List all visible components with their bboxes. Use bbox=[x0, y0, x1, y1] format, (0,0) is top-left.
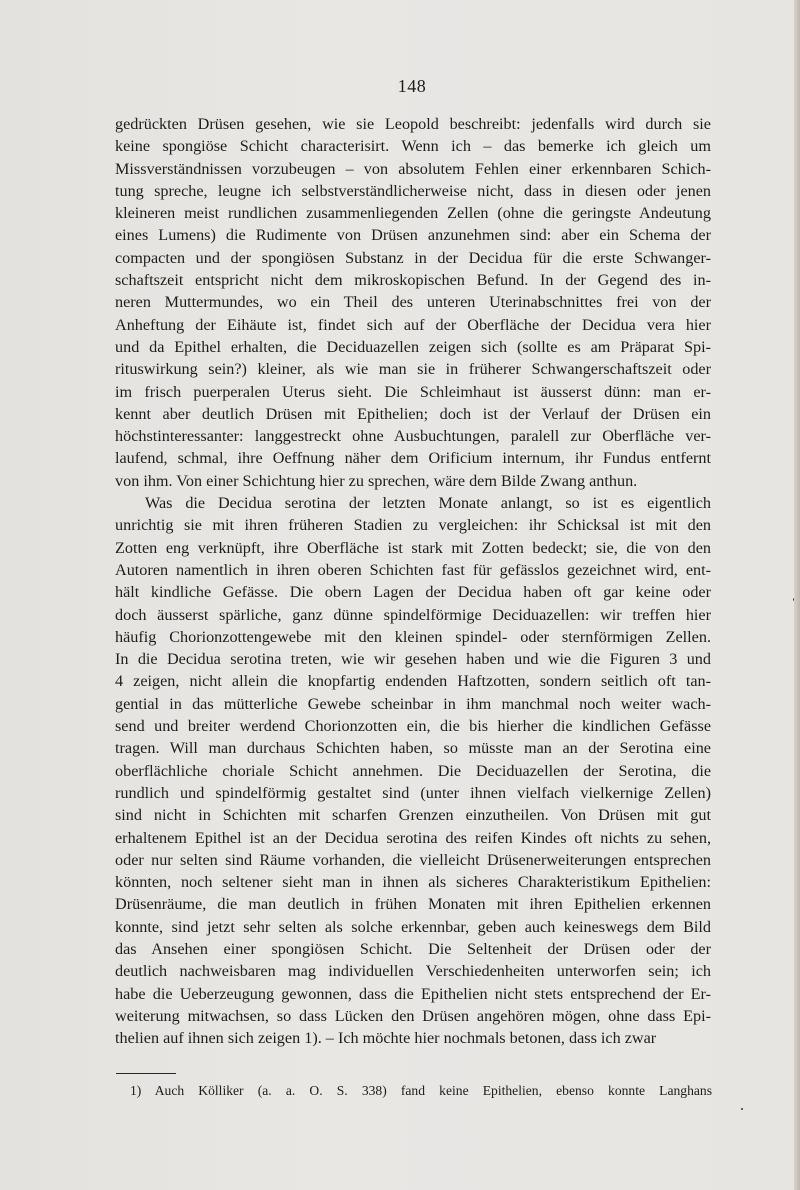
text-line: und da Epithel erhalten, die Deciduazellen zeigen sich (sollte es am Präparat Spi- bbox=[115, 337, 711, 356]
text-line: rundlich und spindelförmig gestaltet sind (unter ihnen vielfach vielkernige Zellen) bbox=[115, 783, 711, 802]
body-text bbox=[115, 113, 711, 1049]
text-line: keine spongiöse Schicht characterisirt. Wenn ich – das bemerke ich gleich um bbox=[115, 137, 711, 156]
text-line: konnte, sind jetzt sehr selten als solche erkennbar, geben auch keineswegs dem Bild bbox=[115, 917, 711, 936]
text-line: Autoren namentlich in ihren oberen Schichten fast für gefässlos gezeichnet wird, ent- bbox=[115, 560, 711, 579]
text-line: könnten, noch seltener sieht man in ihnen als sicheres Charakteristikum Epithelien: bbox=[115, 873, 711, 892]
text-line: send und breiter werdend Chorionzotten ein, die bis hierher die kindlichen Gefässe bbox=[115, 717, 711, 736]
text-line: erhaltenem Epithel ist an der Decidua serotina des reifen Kindes oft nichts zu sehen, bbox=[115, 828, 711, 847]
text-line: doch äusserst spärliche, ganz dünne spindelförmige Deciduazellen: wir treffen hier bbox=[115, 605, 711, 624]
text-line: thelien auf ihnen sich zeigen 1). – Ich möchte hier nochmals betonen, dass ich zwar bbox=[115, 1029, 657, 1048]
text-line: Anheftung der Eihäute ist, findet sich auf der Oberfläche der Decidua vera hier bbox=[115, 315, 711, 334]
text-line: tung spreche, leugne ich selbstverständlicherweise nicht, dass in diesen oder jenen bbox=[115, 181, 711, 200]
text-line: eines Lumens) die Rudimente von Drüsen anzunehmen sind: aber ein Schema der bbox=[115, 226, 711, 245]
text-line: sind nicht in Schichten mit scharfen Grenzen einzutheilen. Von Drüsen mit gut bbox=[115, 806, 711, 825]
text-line: rituswirkung sein?) kleiner, als wie man sie in früherer Schwangerschaftszeit oder bbox=[115, 360, 711, 379]
text-line: hält kindliche Gefässe. Die obern Lagen der Decidua haben oft gar keine oder bbox=[115, 583, 711, 602]
text-line: neren Muttermundes, wo ein Theil des unteren Uterinabschnittes frei von der bbox=[115, 293, 711, 312]
scan-speck bbox=[741, 1108, 743, 1110]
text-line: unrichtig sie mit ihren früheren Stadien zu vergleichen: ihr Schicksal ist mit den bbox=[115, 516, 711, 535]
text-line: Was die Decidua serotina der letzten Monate anlangt, so ist es eigentlich bbox=[145, 494, 711, 513]
footnote: 1) Auch Kölliker (a. a. O. S. 338) fand keine Epithelien, ebenso konnte Langhans bbox=[130, 1083, 712, 1098]
text-line: 4 zeigen, nicht allein die knopfartig endenden Haftzotten, sondern seitlich oft tan- bbox=[115, 672, 711, 691]
text-line: gedrückten Drüsen gesehen, wie sie Leopold beschreibt: jedenfalls wird durch sie bbox=[115, 115, 711, 133]
text-line: von ihm. Von einer Schichtung hier zu sprechen, wäre dem Bilde Zwang anthun. bbox=[115, 471, 638, 490]
text-line: das Ansehen einer spongiösen Schicht. Die Seltenheit der Drüsen oder der bbox=[115, 939, 711, 958]
text-line: tragen. Will man durchaus Schichten haben, so müsste man an der Serotina eine bbox=[115, 739, 711, 758]
text-line: schaftszeit entspricht nicht dem mikroskopischen Befund. In der Gegend des in- bbox=[115, 271, 711, 290]
text-line: oder nur selten sind Räume vorhanden, die vielleicht Drüsenerweiterungen entsprechen bbox=[115, 850, 711, 869]
text-line: In die Decidua serotina treten, wie wir gesehen haben und wie die Figuren 3 und bbox=[115, 650, 711, 669]
footnote-divider bbox=[116, 1073, 176, 1074]
text-line: oberflächliche choriale Schicht annehmen. Die Deciduazellen der Serotina, die bbox=[115, 761, 711, 780]
page-number: 148 bbox=[397, 76, 427, 96]
text-line: häufig Chorionzottengewebe mit den kleinen spindel- oder sternförmigen Zellen. bbox=[115, 627, 711, 646]
text-line: Missverständnissen vorzubeugen – von absolutem Fehlen einer erkennbaren Schich- bbox=[115, 159, 711, 178]
text-line: kennt aber deutlich Drüsen mit Epithelien; doch ist der Verlauf der Drüsen ein bbox=[115, 404, 711, 423]
text-line: laufend, schmal, ihre Oeffnung näher dem Orificium internum, ihr Fundus entfernt bbox=[115, 449, 711, 468]
text-line: Zotten eng verknüpft, ihre Oberfläche ist stark mit Zotten bedeckt; sie, die von den bbox=[115, 538, 711, 557]
text-line: gential in das mütterliche Gewebe scheinbar in ihm manchmal noch weiter wach- bbox=[115, 694, 711, 713]
text-line: im frisch puerperalen Uterus sieht. Die Schleimhaut ist äusserst dünn: man er- bbox=[115, 382, 711, 401]
text-line: weiterung mitwachsen, so dass Lücken den Drüsen angehören mögen, ohne dass Epi- bbox=[115, 1006, 711, 1025]
text-line: habe die Ueberzeugung gewonnen, dass die Epithelien nicht stets entsprechend der Er- bbox=[115, 984, 711, 1003]
text-line: deutlich nachweisbaren mag individuellen Verschiedenheiten unterworfen sein; ich bbox=[115, 962, 711, 981]
text-line: Drüsenräume, die man deutlich in frühen Monaten mit ihren Epithelien erkennen bbox=[115, 895, 711, 914]
text-line: kleineren meist rundlichen zusammenliegenden Zellen (ohne die geringste Andeutung bbox=[115, 204, 711, 223]
text-line: compacten und der spongiösen Substanz in der Decidua für die erste Schwanger- bbox=[115, 248, 711, 267]
text-line: höchstinteressanter: langgestreckt ohne Ausbuchtungen, paralell zur Oberfläche ver- bbox=[115, 427, 711, 446]
page-edge bbox=[794, 0, 800, 1190]
